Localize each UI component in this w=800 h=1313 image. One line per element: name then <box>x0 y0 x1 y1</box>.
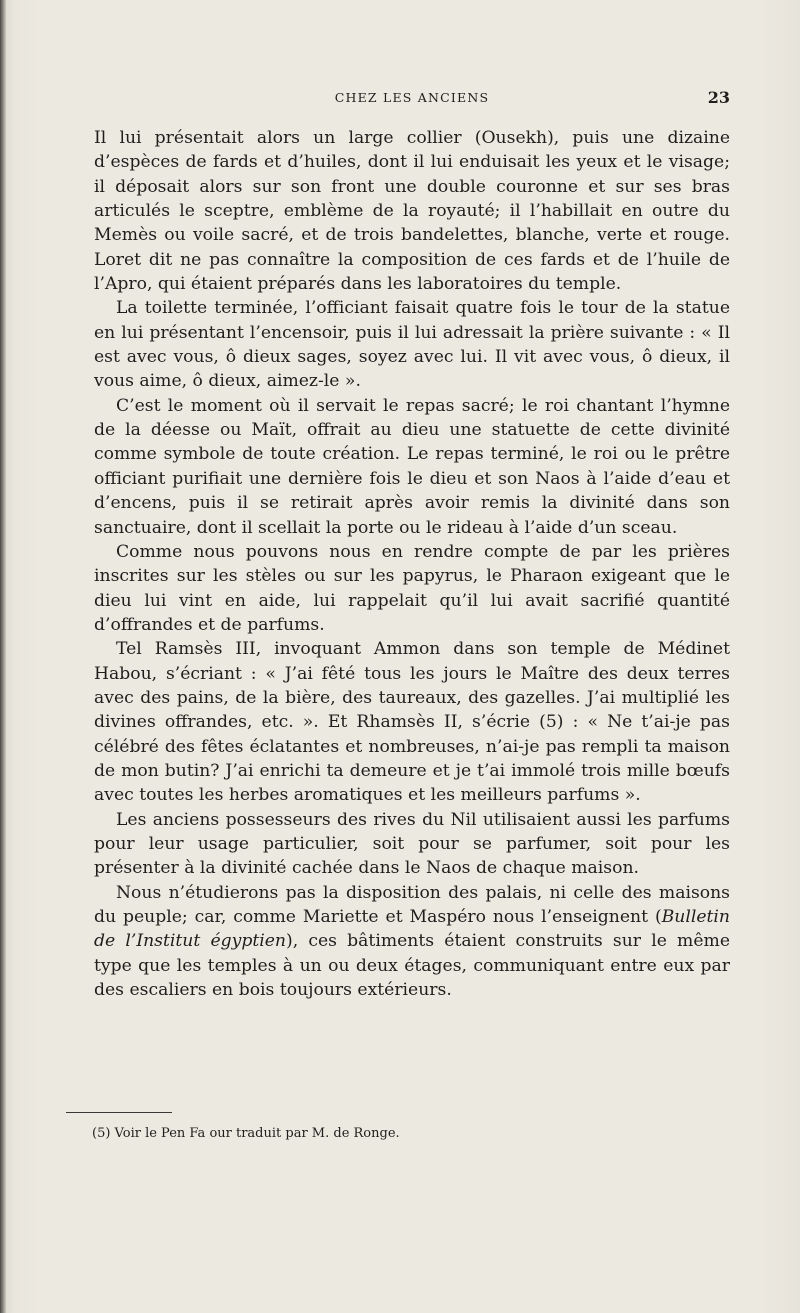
paragraph-1: Il lui présentait alors un large collier (Ousekh), puis une dizaine d’espèces de fards et d’huiles, dont il lui enduisait les yeux et le visage; il déposait alors sur son front une double couronne et sur ses bras articulés le sceptre, emblème de la royauté; il l’habillait en outre du Memès ou voile sacré, et de trois bandelettes, blanche, verte et rouge. Loret dit ne pas connaître la composition de ces fards et de l’huile de l’Apro, qui étaient préparés dans les laboratoires du temple. <box>94 128 730 295</box>
footnote-rule <box>66 1112 172 1113</box>
paragraph-4: Comme nous pouvons nous en rendre compte de par les prières inscrites sur les stèles ou sur les papyrus, le Pharaon exigeant que le dieu lui vint en aide, lui rappelait qu’il lui avait sacrifié quantité d’offrandes et de parfums. <box>94 541 730 635</box>
page-number: 23 <box>707 88 730 107</box>
paragraph-6: Les anciens possesseurs des rives du Nil utilisaient aussi les parfums pour leur usage particulier, soit pour se parfumer, soit pour les présenter à la divinité cachée dans le Naos de chaque maison. <box>94 809 730 879</box>
journal-title: Bulletin de l’Institut égyptien <box>94 907 730 952</box>
paragraph-5: Tel Ramsès III, invoquant Ammon dans son temple de Médinet Habou, s’écriant : « J’ai fêté tous les jours le Maître des deux terres avec des pains, de la bière, des taureaux, des gazelles. J’ai multiplié les divines offrandes, etc. ». Et Rhamsès II, s’écrie (5) : « Ne t’ai-je pas célébré des fêtes éclatantes et nombreuses, n’ai-je pas rempli ta maison de mon butin? J’ai enrichi ta demeure et je t’ai immolé trois mille bœufs avec toutes les herbes aromatiques et les meilleurs parfums ». <box>94 639 730 806</box>
paragraph-7-text-after: ), ces bâtiments étaient construits sur le même type que les temples à un ou deux étages, communiquant entre eux par des escaliers en bois toujours extérieurs. <box>94 931 730 1001</box>
paragraph-3: C’est le moment où il servait le repas sacré; le roi chantant l’hymne de la déesse ou Maït, offrait au dieu une statuette de cette divinité comme symbole de toute création. Le repas terminé, le roi ou le prêtre officiant purifiait une dernière fois le dieu et son Naos à l’aide d’eau et d’encens, puis il se retirait après avoir remis la divinité dans son sanctuaire, dont il scellait la porte ou le rideau à l’aide d’un sceau. <box>94 395 730 538</box>
page-header <box>94 88 730 108</box>
page-binding-edge <box>0 0 6 1313</box>
footnote: (5) Voir le Pen Fa our traduit par M. de Ronge. <box>92 1126 400 1141</box>
paragraph-7 <box>94 881 730 1003</box>
paragraph-2: La toilette terminée, l’officiant faisait quatre fois le tour de la statue en lui présentant l’encensoir, puis il lui adressait la prière suivante : « Il est avec vous, ô dieux sages, soyez avec lui. Il vit avec vous, ô dieux, il vous aime, ô dieux, aimez-le ». <box>94 298 730 392</box>
body-text <box>94 126 730 1002</box>
paragraph-7-text-before: Nous n’étudierons pas la disposition des palais, ni celle des maisons du peuple; car, comme Mariette et Maspéro nous l’enseignent ( <box>94 882 730 927</box>
running-head: CHEZ LES ANCIENS <box>334 90 490 105</box>
